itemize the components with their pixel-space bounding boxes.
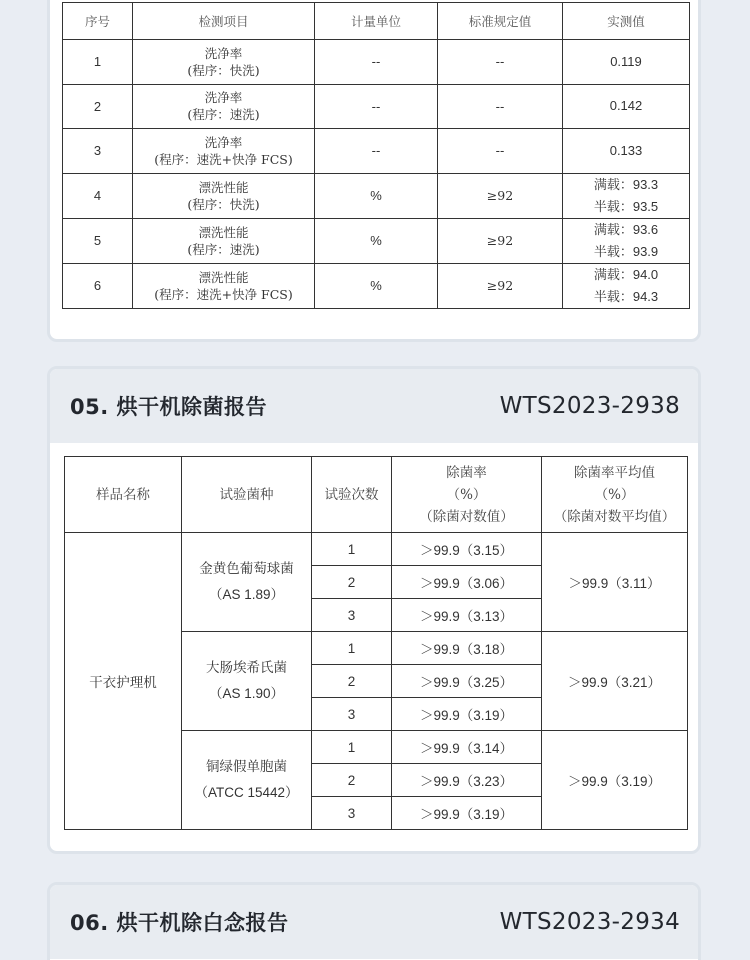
kill-rate: ＞99.9（3.15） <box>392 533 542 566</box>
rinse-wash-results-table <box>62 2 690 309</box>
measured-value <box>563 129 690 174</box>
sample-name: 干衣护理机 <box>65 533 182 830</box>
standard-value: -- <box>438 129 563 174</box>
average-kill-rate: ＞99.9（3.11） <box>542 533 688 632</box>
header-cell: 计量单位 <box>315 3 438 40</box>
dryer-sterilization-report-card <box>47 366 701 854</box>
header-times: 试验次数 <box>312 457 392 533</box>
item-name: 洗净率 <box>204 90 243 106</box>
measured-line: 0.133 <box>609 142 643 158</box>
kill-rate: ＞99.9（3.19） <box>392 698 542 731</box>
header-rate-line: 除菌率 <box>446 464 487 481</box>
table-header-row <box>65 457 688 533</box>
test-item <box>133 40 315 85</box>
table-row <box>63 84 690 129</box>
trial-number: 2 <box>312 566 392 599</box>
trial-number: 3 <box>312 599 392 632</box>
measured-value <box>563 40 690 85</box>
kill-rate: ＞99.9（3.13） <box>392 599 542 632</box>
bacteria-species <box>182 632 312 731</box>
measured-line: 半载：93.9 <box>593 243 659 259</box>
item-name: 漂洗性能 <box>198 179 249 195</box>
item-program: (程序：速洗+快净 FCS) <box>154 286 293 302</box>
header-average <box>542 457 688 533</box>
unit: -- <box>315 129 438 174</box>
row-number: 5 <box>63 218 133 263</box>
average-kill-rate: ＞99.9（3.19） <box>542 731 688 830</box>
table-row <box>63 218 690 263</box>
row-number: 3 <box>63 129 133 174</box>
kill-rate: ＞99.9（3.25） <box>392 665 542 698</box>
bacteria-species <box>182 533 312 632</box>
trial-number: 2 <box>312 665 392 698</box>
kill-rate: ＞99.9（3.23） <box>392 764 542 797</box>
row-number: 1 <box>63 40 133 85</box>
species-name: 铜绿假单胞菌 <box>206 759 287 775</box>
strain-code: （ATCC 15442） <box>194 785 299 800</box>
test-item <box>133 84 315 129</box>
item-program: (程序：快洗) <box>187 196 260 212</box>
species-name: 金黄色葡萄球菌 <box>199 561 294 577</box>
kill-rate: ＞99.9（3.19） <box>392 797 542 830</box>
kill-rate: ＞99.9（3.06） <box>392 566 542 599</box>
section-title: 05. 烘干机除菌报告 <box>70 395 268 419</box>
header-cell: 检测项目 <box>133 3 315 40</box>
item-program: (程序：速洗+快净 FCS) <box>154 151 293 167</box>
strain-code: （AS 1.90） <box>208 686 285 701</box>
row-number: 4 <box>63 173 133 218</box>
test-item <box>133 263 315 308</box>
item-name: 漂洗性能 <box>198 224 249 240</box>
item-name: 洗净率 <box>204 134 243 150</box>
measured-line: 满载：93.6 <box>593 221 659 237</box>
report-code: WTS2023-2934 <box>499 909 680 935</box>
standard-value: ≥92 <box>438 173 563 218</box>
species-name: 大肠埃希氏菌 <box>206 660 287 676</box>
standard-value: -- <box>438 84 563 129</box>
measured-value <box>563 263 690 308</box>
measured-value <box>563 218 690 263</box>
header-average-line: （%） <box>594 486 635 503</box>
bacteria-species <box>182 731 312 830</box>
item-name: 洗净率 <box>204 45 243 61</box>
header-average-line: （除菌对数平均值） <box>553 508 676 525</box>
header-cell: 序号 <box>63 3 133 40</box>
header-rate <box>392 457 542 533</box>
header-rate-line: （除菌对数值） <box>419 508 514 525</box>
unit: -- <box>315 40 438 85</box>
trial-number: 3 <box>312 797 392 830</box>
kill-rate: ＞99.9（3.18） <box>392 632 542 665</box>
header-sample: 样品名称 <box>65 457 182 533</box>
measured-line: 0.119 <box>610 53 642 69</box>
unit: % <box>315 263 438 308</box>
table-row <box>63 40 690 85</box>
kill-rate: ＞99.9（3.14） <box>392 731 542 764</box>
table-row <box>63 263 690 308</box>
header-species: 试验菌种 <box>182 457 312 533</box>
row-number: 2 <box>63 84 133 129</box>
sterilization-table <box>64 456 688 830</box>
report-code: WTS2023-2938 <box>499 393 680 419</box>
section-title: 06. 烘干机除白念报告 <box>70 911 289 935</box>
test-item <box>133 218 315 263</box>
test-item <box>133 173 315 218</box>
measured-line: 半载：93.5 <box>593 198 659 214</box>
table-row <box>63 129 690 174</box>
strain-code: （AS 1.89） <box>208 587 285 602</box>
table-header-row <box>63 3 690 40</box>
table-row <box>65 533 688 566</box>
header-cell: 实测值 <box>563 3 690 40</box>
measured-line: 半载：94.3 <box>593 288 659 304</box>
trial-number: 2 <box>312 764 392 797</box>
dryer-candida-report-card <box>47 882 701 960</box>
standard-value: -- <box>438 40 563 85</box>
results-card <box>47 0 701 342</box>
measured-line: 0.142 <box>609 98 643 114</box>
trial-number: 1 <box>312 731 392 764</box>
standard-value: ≥92 <box>438 263 563 308</box>
unit: -- <box>315 84 438 129</box>
measured-value <box>563 84 690 129</box>
unit: % <box>315 173 438 218</box>
test-item <box>133 129 315 174</box>
table-row <box>63 173 690 218</box>
item-program: (程序：速洗) <box>187 241 260 257</box>
section-header <box>50 885 698 959</box>
item-program: (程序：快洗) <box>187 62 260 78</box>
header-average-line: 除菌率平均值 <box>574 464 655 481</box>
average-kill-rate: ＞99.9（3.21） <box>542 632 688 731</box>
standard-value: ≥92 <box>438 218 563 263</box>
item-program: (程序：速洗) <box>187 107 260 123</box>
header-rate-line: （%） <box>446 486 487 503</box>
trial-number: 1 <box>312 632 392 665</box>
row-number: 6 <box>63 263 133 308</box>
unit: % <box>315 218 438 263</box>
measured-line: 满载：94.0 <box>593 266 659 282</box>
section-header <box>50 369 698 443</box>
trial-number: 3 <box>312 698 392 731</box>
trial-number: 1 <box>312 533 392 566</box>
measured-line: 满载：93.3 <box>593 176 659 192</box>
measured-value <box>563 173 690 218</box>
header-cell: 标准规定值 <box>438 3 563 40</box>
item-name: 漂洗性能 <box>198 269 249 285</box>
